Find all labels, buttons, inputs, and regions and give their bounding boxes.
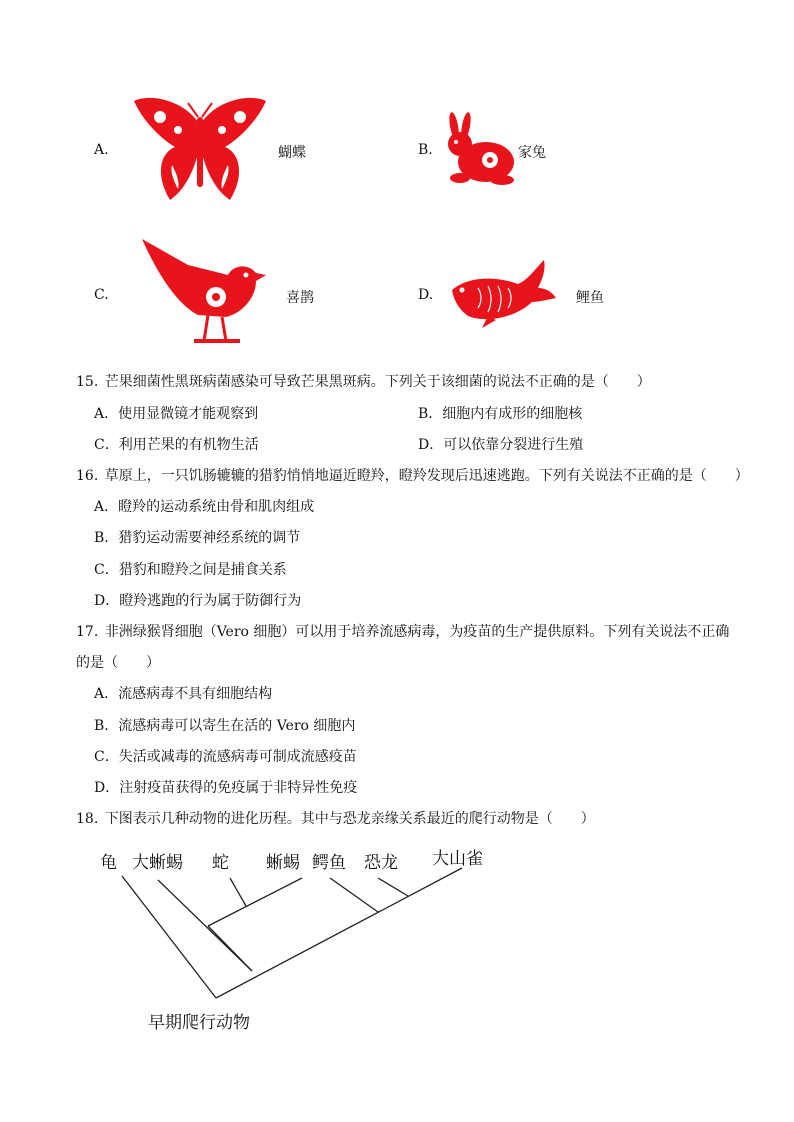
question-18-text: 下图表示几种动物的进化历程。其中与恐龙亲缘关系最近的爬行动物是（ ）: [104, 811, 595, 827]
tree-label-large-lizard: 大蜥蜴: [132, 853, 183, 873]
magpie-papercut-image: [138, 235, 268, 345]
question-15-text: 芒果细菌性黑斑病菌感染可导致芒果黑斑病。下列关于该细菌的说法不正确的是（ ）: [104, 374, 651, 390]
butterfly-papercut-image: [130, 95, 270, 207]
tree-label-great-tit: 大山雀: [432, 849, 483, 869]
option-d-letter: D.: [418, 287, 434, 303]
option-b-name: 家兔: [518, 145, 546, 161]
option-a-name: 蝴蝶: [278, 145, 306, 161]
question-16: [76, 466, 749, 486]
option-a-letter: A.: [94, 142, 109, 158]
tree-label-crocodile: 鳄鱼: [312, 853, 346, 873]
tree-label-dinosaur: 恐龙: [364, 853, 398, 873]
tree-branches: [122, 868, 462, 998]
question-16-option-a[interactable]: A．瞪羚的运动系统由骨和肌肉组成: [94, 499, 315, 515]
question-17-number: 17.: [76, 624, 99, 640]
question-15: [76, 372, 651, 392]
question-15-option-d[interactable]: D．可以依靠分裂进行生殖: [418, 437, 584, 453]
question-17-text-line1: 非洲绿猴肾细胞（Vero 细胞）可以用于培养流感病毒，为疫苗的生产提供原料。下列有关说法不正确: [104, 624, 730, 640]
question-16-option-d[interactable]: D．瞪羚逃跑的行为属于防御行为: [94, 593, 302, 609]
question-18-number: 18.: [76, 811, 99, 827]
question-15-number: 15.: [76, 374, 99, 390]
question-16-option-b[interactable]: B．猎豹运动需要神经系统的调节: [94, 530, 301, 546]
tree-root-label: 早期爬行动物: [148, 1013, 250, 1033]
carp-papercut-image: [448, 258, 558, 330]
question-17-continuation: [76, 653, 160, 673]
option-c-name: 喜鹊: [286, 290, 314, 306]
question-17-option-a[interactable]: A．流感病毒不具有细胞结构: [94, 686, 273, 702]
tree-label-snake: 蛇: [212, 853, 229, 873]
option-d-name: 鲤鱼: [576, 290, 604, 306]
question-17: [76, 622, 729, 642]
tree-label-turtle: 龟: [100, 853, 117, 873]
tree-label-lizard: 蜥蜴: [266, 853, 300, 873]
question-17-option-d[interactable]: D．注射疫苗获得的免疫属于非特异性免疫: [94, 780, 358, 796]
evolution-tree-diagram: [90, 840, 510, 1040]
question-16-text: 草原上，一只饥肠辘辘的猎豹悄悄地逼近瞪羚，瞪羚发现后迅速逃跑。下列有关说法不正确的是（ ）: [104, 468, 749, 484]
option-b-letter: B.: [418, 142, 433, 158]
question-15-option-b[interactable]: B．细胞内有成形的细胞核: [418, 406, 583, 422]
question-17-option-b[interactable]: B．流感病毒可以寄生在活的 Vero 细胞内: [94, 718, 356, 734]
option-c-letter: C.: [94, 287, 109, 303]
question-17-text-line2: 的是（ ）: [76, 655, 160, 671]
question-15-option-c[interactable]: C．利用芒果的有机物生活: [94, 437, 259, 453]
question-17-option-c[interactable]: C．失活或减毒的流感病毒可制成流感疫苗: [94, 749, 357, 765]
question-15-option-a[interactable]: A．使用显微镜才能观察到: [94, 406, 259, 422]
rabbit-papercut-image: [440, 112, 518, 186]
question-16-option-c[interactable]: C．猎豹和瞪羚之间是捕食关系: [94, 562, 287, 578]
question-18: [76, 809, 595, 829]
question-16-number: 16.: [76, 468, 99, 484]
